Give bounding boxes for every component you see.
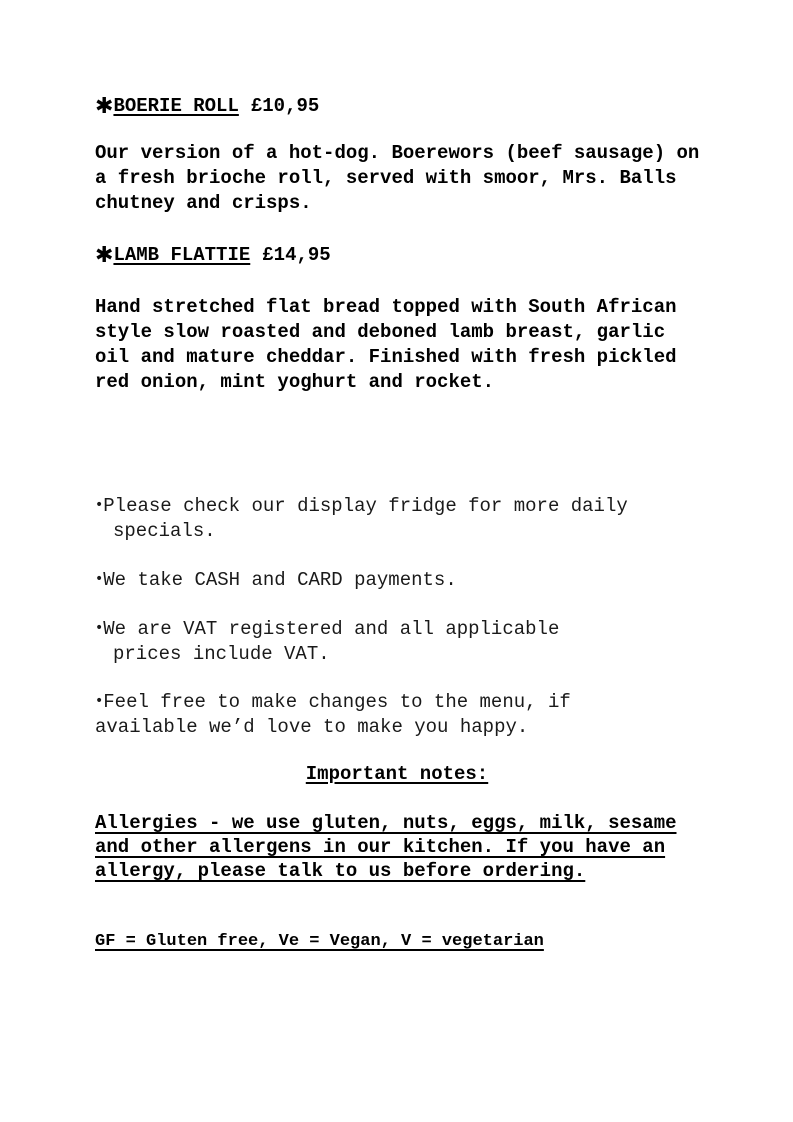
menu-item-price: £14,95 [262,244,331,266]
menu-item-name: BOERIE ROLL [113,95,239,117]
menu-item-name: LAMB FLATTIE [113,244,251,266]
menu-item-price: £10,95 [250,95,320,117]
note-line: Please check our display fridge for more daily [103,495,628,517]
menu-item-description: Our version of a hot-dog. Boerewors (beef sausage) on a fresh brioche roll, served with smoor, Mrs. Balls chutney and crisps. [95,142,700,214]
important-notes-title: Important notes: [305,763,489,785]
note-line: specials. [113,519,216,542]
note-line: We are VAT registered and all applicable [103,618,560,640]
note-line: available we’d love to make you happy. [95,715,529,738]
bullet-icon: • [95,693,104,709]
bullet-icon: • [95,497,104,513]
info-note [95,493,715,543]
asterisk-icon: ✱ [95,243,114,268]
menu-item-heading [95,94,319,119]
note-line: We take CASH and CARD payments. [103,569,457,591]
bullet-icon: • [95,571,104,587]
dietary-legend: GF = Gluten free, Ve = Vegan, V = vegetarian [95,932,544,951]
menu-item-heading [95,243,331,268]
note-line: prices include VAT. [113,642,330,665]
info-note [95,616,715,666]
bullet-icon: • [95,620,104,636]
asterisk-icon: ✱ [95,94,114,119]
info-note [95,567,715,593]
allergy-warning: Allergies - we use gluten, nuts, eggs, milk, sesame and other allergens in our kitchen. If you have an allergy, please talk to us before ordering. [95,812,677,882]
info-note [95,689,715,739]
menu-item-description: Hand stretched flat bread topped with South African style slow roasted and deboned lamb breast, garlic oil and mature cheddar. Finished with fresh pickled red onion, mint yoghurt and rocket. [95,296,677,393]
note-line: Feel free to make changes to the menu, if [103,691,571,713]
